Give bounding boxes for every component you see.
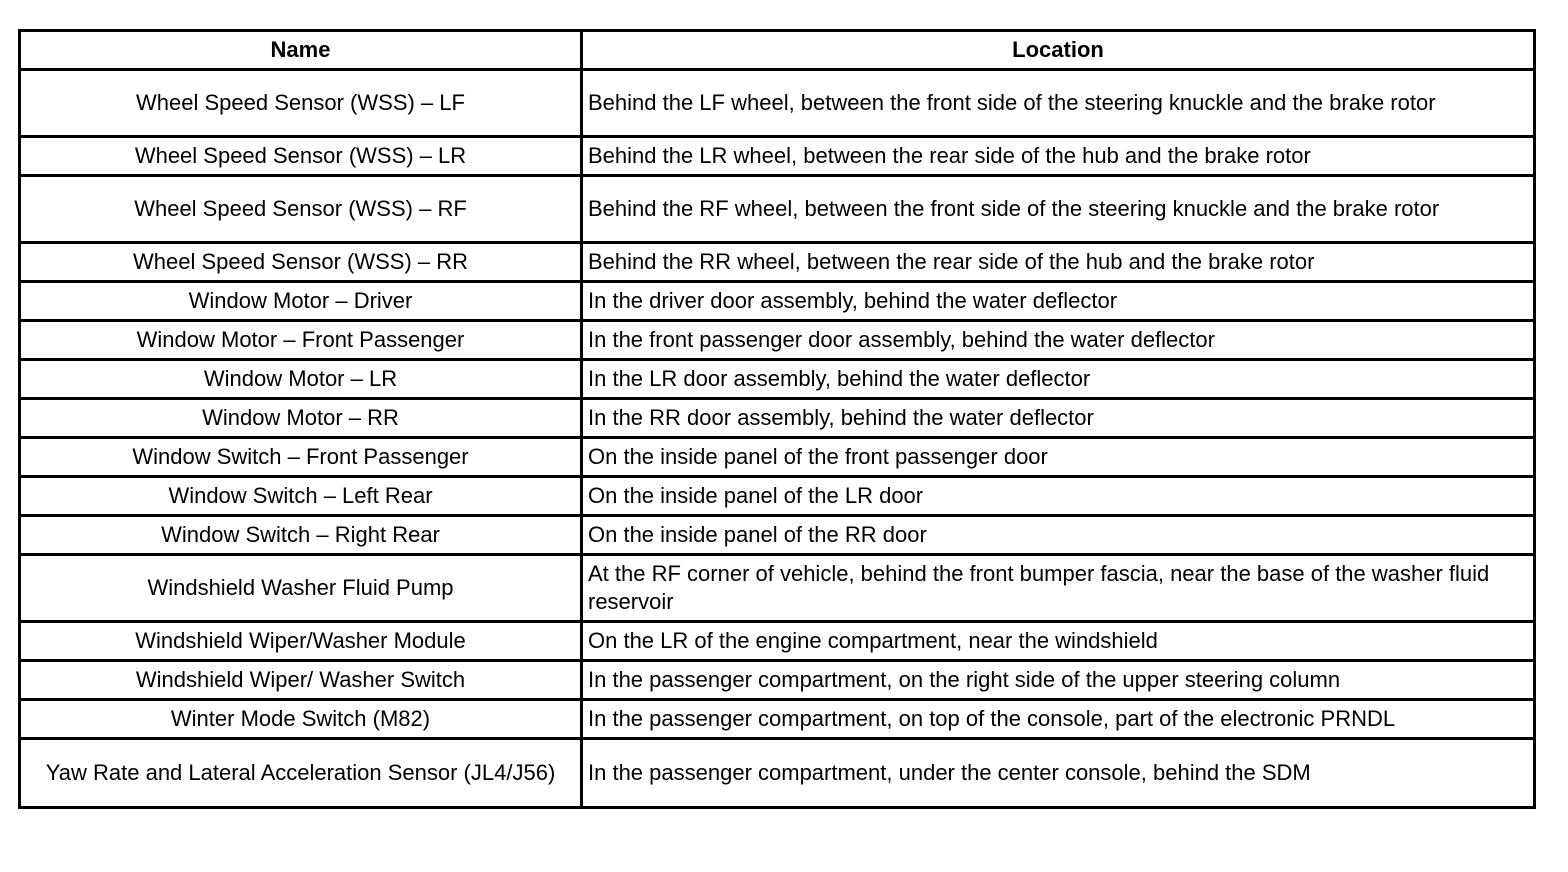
table-row bbox=[20, 661, 1535, 700]
location-cell: In the LR door assembly, behind the water deflector bbox=[582, 360, 1535, 399]
location-cell: Behind the LF wheel, between the front side of the steering knuckle and the brake rotor bbox=[582, 70, 1535, 137]
name-cell: Window Switch – Left Rear bbox=[20, 477, 582, 516]
name-cell: Windshield Wiper/Washer Module bbox=[20, 622, 582, 661]
component-location-table bbox=[18, 29, 1536, 809]
location-cell: In the RR door assembly, behind the water deflector bbox=[582, 399, 1535, 438]
table-row bbox=[20, 243, 1535, 282]
table-row bbox=[20, 622, 1535, 661]
location-cell: On the LR of the engine compartment, near the windshield bbox=[582, 622, 1535, 661]
table-row bbox=[20, 516, 1535, 555]
name-cell: Wheel Speed Sensor (WSS) – RR bbox=[20, 243, 582, 282]
name-cell: Window Switch – Right Rear bbox=[20, 516, 582, 555]
location-cell: In the driver door assembly, behind the water deflector bbox=[582, 282, 1535, 321]
table-row bbox=[20, 477, 1535, 516]
name-cell: Windshield Washer Fluid Pump bbox=[20, 555, 582, 622]
table-row bbox=[20, 70, 1535, 137]
name-cell: Winter Mode Switch (M82) bbox=[20, 700, 582, 739]
table-row bbox=[20, 438, 1535, 477]
location-cell: In the passenger compartment, on the right side of the upper steering column bbox=[582, 661, 1535, 700]
location-cell: In the passenger compartment, under the center console, behind the SDM bbox=[582, 739, 1535, 808]
name-cell: Window Motor – RR bbox=[20, 399, 582, 438]
table-row bbox=[20, 360, 1535, 399]
table-row bbox=[20, 282, 1535, 321]
location-cell: On the inside panel of the RR door bbox=[582, 516, 1535, 555]
location-cell: Behind the LR wheel, between the rear side of the hub and the brake rotor bbox=[582, 137, 1535, 176]
name-cell: Window Motor – LR bbox=[20, 360, 582, 399]
location-cell: At the RF corner of vehicle, behind the front bumper fascia, near the base of the washer fluid reservoir bbox=[582, 555, 1535, 622]
header-row bbox=[20, 31, 1535, 70]
table-row bbox=[20, 176, 1535, 243]
column-header-location: Location bbox=[582, 31, 1535, 70]
table-row bbox=[20, 321, 1535, 360]
location-cell: In the front passenger door assembly, behind the water deflector bbox=[582, 321, 1535, 360]
column-header-name: Name bbox=[20, 31, 582, 70]
table-row bbox=[20, 739, 1535, 808]
table-row bbox=[20, 137, 1535, 176]
table-row bbox=[20, 700, 1535, 739]
name-cell: Window Switch – Front Passenger bbox=[20, 438, 582, 477]
name-cell: Wheel Speed Sensor (WSS) – LR bbox=[20, 137, 582, 176]
name-cell: Wheel Speed Sensor (WSS) – LF bbox=[20, 70, 582, 137]
location-cell: On the inside panel of the LR door bbox=[582, 477, 1535, 516]
table-row bbox=[20, 399, 1535, 438]
location-cell: Behind the RF wheel, between the front side of the steering knuckle and the brake rotor bbox=[582, 176, 1535, 243]
name-cell: Window Motor – Driver bbox=[20, 282, 582, 321]
location-cell: In the passenger compartment, on top of the console, part of the electronic PRNDL bbox=[582, 700, 1535, 739]
name-cell: Window Motor – Front Passenger bbox=[20, 321, 582, 360]
name-cell: Wheel Speed Sensor (WSS) – RF bbox=[20, 176, 582, 243]
table-row bbox=[20, 555, 1535, 622]
location-cell: Behind the RR wheel, between the rear side of the hub and the brake rotor bbox=[582, 243, 1535, 282]
name-cell: Windshield Wiper/ Washer Switch bbox=[20, 661, 582, 700]
location-cell: On the inside panel of the front passenger door bbox=[582, 438, 1535, 477]
name-cell: Yaw Rate and Lateral Acceleration Sensor (JL4/J56) bbox=[20, 739, 582, 808]
